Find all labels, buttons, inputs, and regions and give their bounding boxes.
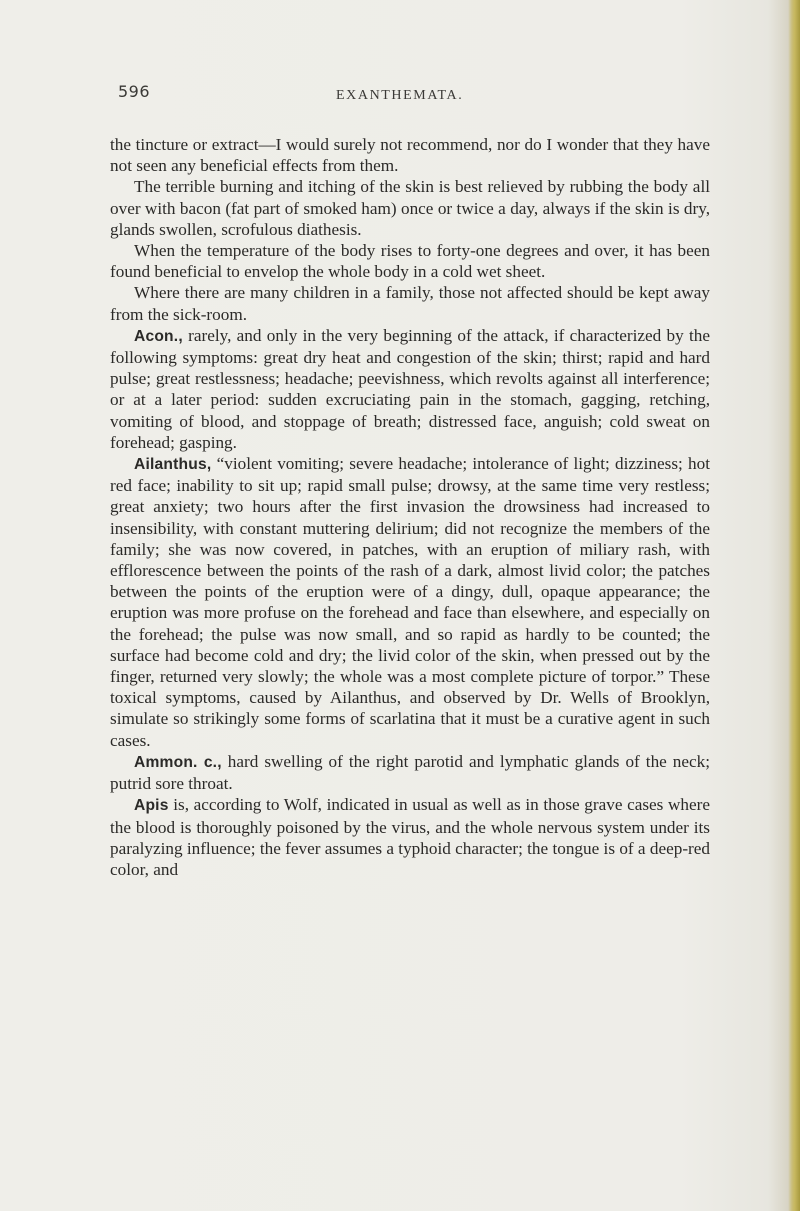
paragraph-text: is, according to Wolf, indicated in usual as well as in those grave cases where the blood is thoroughly poisoned by the virus, and the whole nervous system under its paralyzing influence; the fever assumes a typhoid character; the tongue is of a deep-red color, and — [110, 795, 710, 879]
page-number: 596 — [118, 82, 151, 101]
remedy-paragraph — [110, 453, 710, 751]
paragraph — [110, 176, 710, 240]
remedy-paragraph — [110, 325, 710, 453]
remedy-name: Ammon. c., — [134, 753, 222, 771]
paragraph-text: Where there are many children in a family, those not affected should be kept away from the sick-room. — [110, 283, 710, 324]
page-edge — [788, 0, 800, 1211]
paragraph-text: “violent vomiting; severe headache; intolerance of light; dizziness; hot red face; inability to sit up; rapid small pulse; drowsy, at the same time very restless; great anxiety; two hours after the first invasion the drowsiness had increased to insensibility, with constant muttering delirium; did not recognize the members of the family; she was now covered, in patches, with an eruption of miliary rash, with efflorescence between the points of the rash of a dark, almost livid color; the patches between the points of the eruption were of a dingy, dull, opaque appearance; the eruption was more profuse on the forehead and face than elsewhere, and especially on the forehead; the pulse was now small, and so rapid as hardly to be counted; the surface had become cold and dry; the livid color of the skin, when pressed out by the finger, returned very slowly; the whole was a most complete picture of torpor.” These toxical symptoms, caused by Ailanthus, and observed by Dr. Wells of Brooklyn, simulate so strikingly some forms of scarlatina that it must be a curative agent in such cases. — [110, 454, 710, 750]
paragraph-text: the tincture or extract—I would surely not recommend, nor do I wonder that they have not seen any beneficial effects from them. — [110, 135, 710, 176]
paragraph — [110, 240, 710, 282]
page-header — [0, 82, 800, 112]
remedy-paragraph — [110, 751, 710, 794]
remedy-name: Apis — [134, 797, 169, 815]
paragraph — [110, 134, 710, 176]
running-title: EXANTHEMATA. — [336, 88, 464, 103]
paragraph-text: The terrible burning and itching of the skin is best relieved by rubbing the body all over with bacon (fat part of smoked ham) once or twice a day, always if the skin is dry, glands swollen, scrofulous diathesis. — [110, 177, 710, 239]
paragraph-text: When the temperature of the body rises to forty-one degrees and over, it has been found beneficial to envelop the whole body in a cold wet sheet. — [110, 241, 710, 282]
remedy-name: Acon., — [134, 327, 183, 345]
paragraph-text: hard swelling of the right parotid and lymphatic glands of the neck; putrid sore throat. — [110, 751, 711, 794]
remedy-name: Ailanthus, — [134, 456, 212, 474]
body-text — [110, 134, 710, 880]
paragraph — [110, 282, 710, 324]
remedy-paragraph — [110, 794, 710, 880]
paragraph-text: rarely, and only in the very beginning of the attack, if characterized by the following symptoms: great dry heat and congestion of the skin; thirst; rapid and hard pulse; great restlessness; headache; peevishness, which revolts against all interference; or at a later period: sudden excruciating pain in the stomach, gagging, retching, vomiting of blood, and stoppage of breath; distressed face, anguish; cold sweat on forehead; gasping. — [110, 325, 710, 452]
